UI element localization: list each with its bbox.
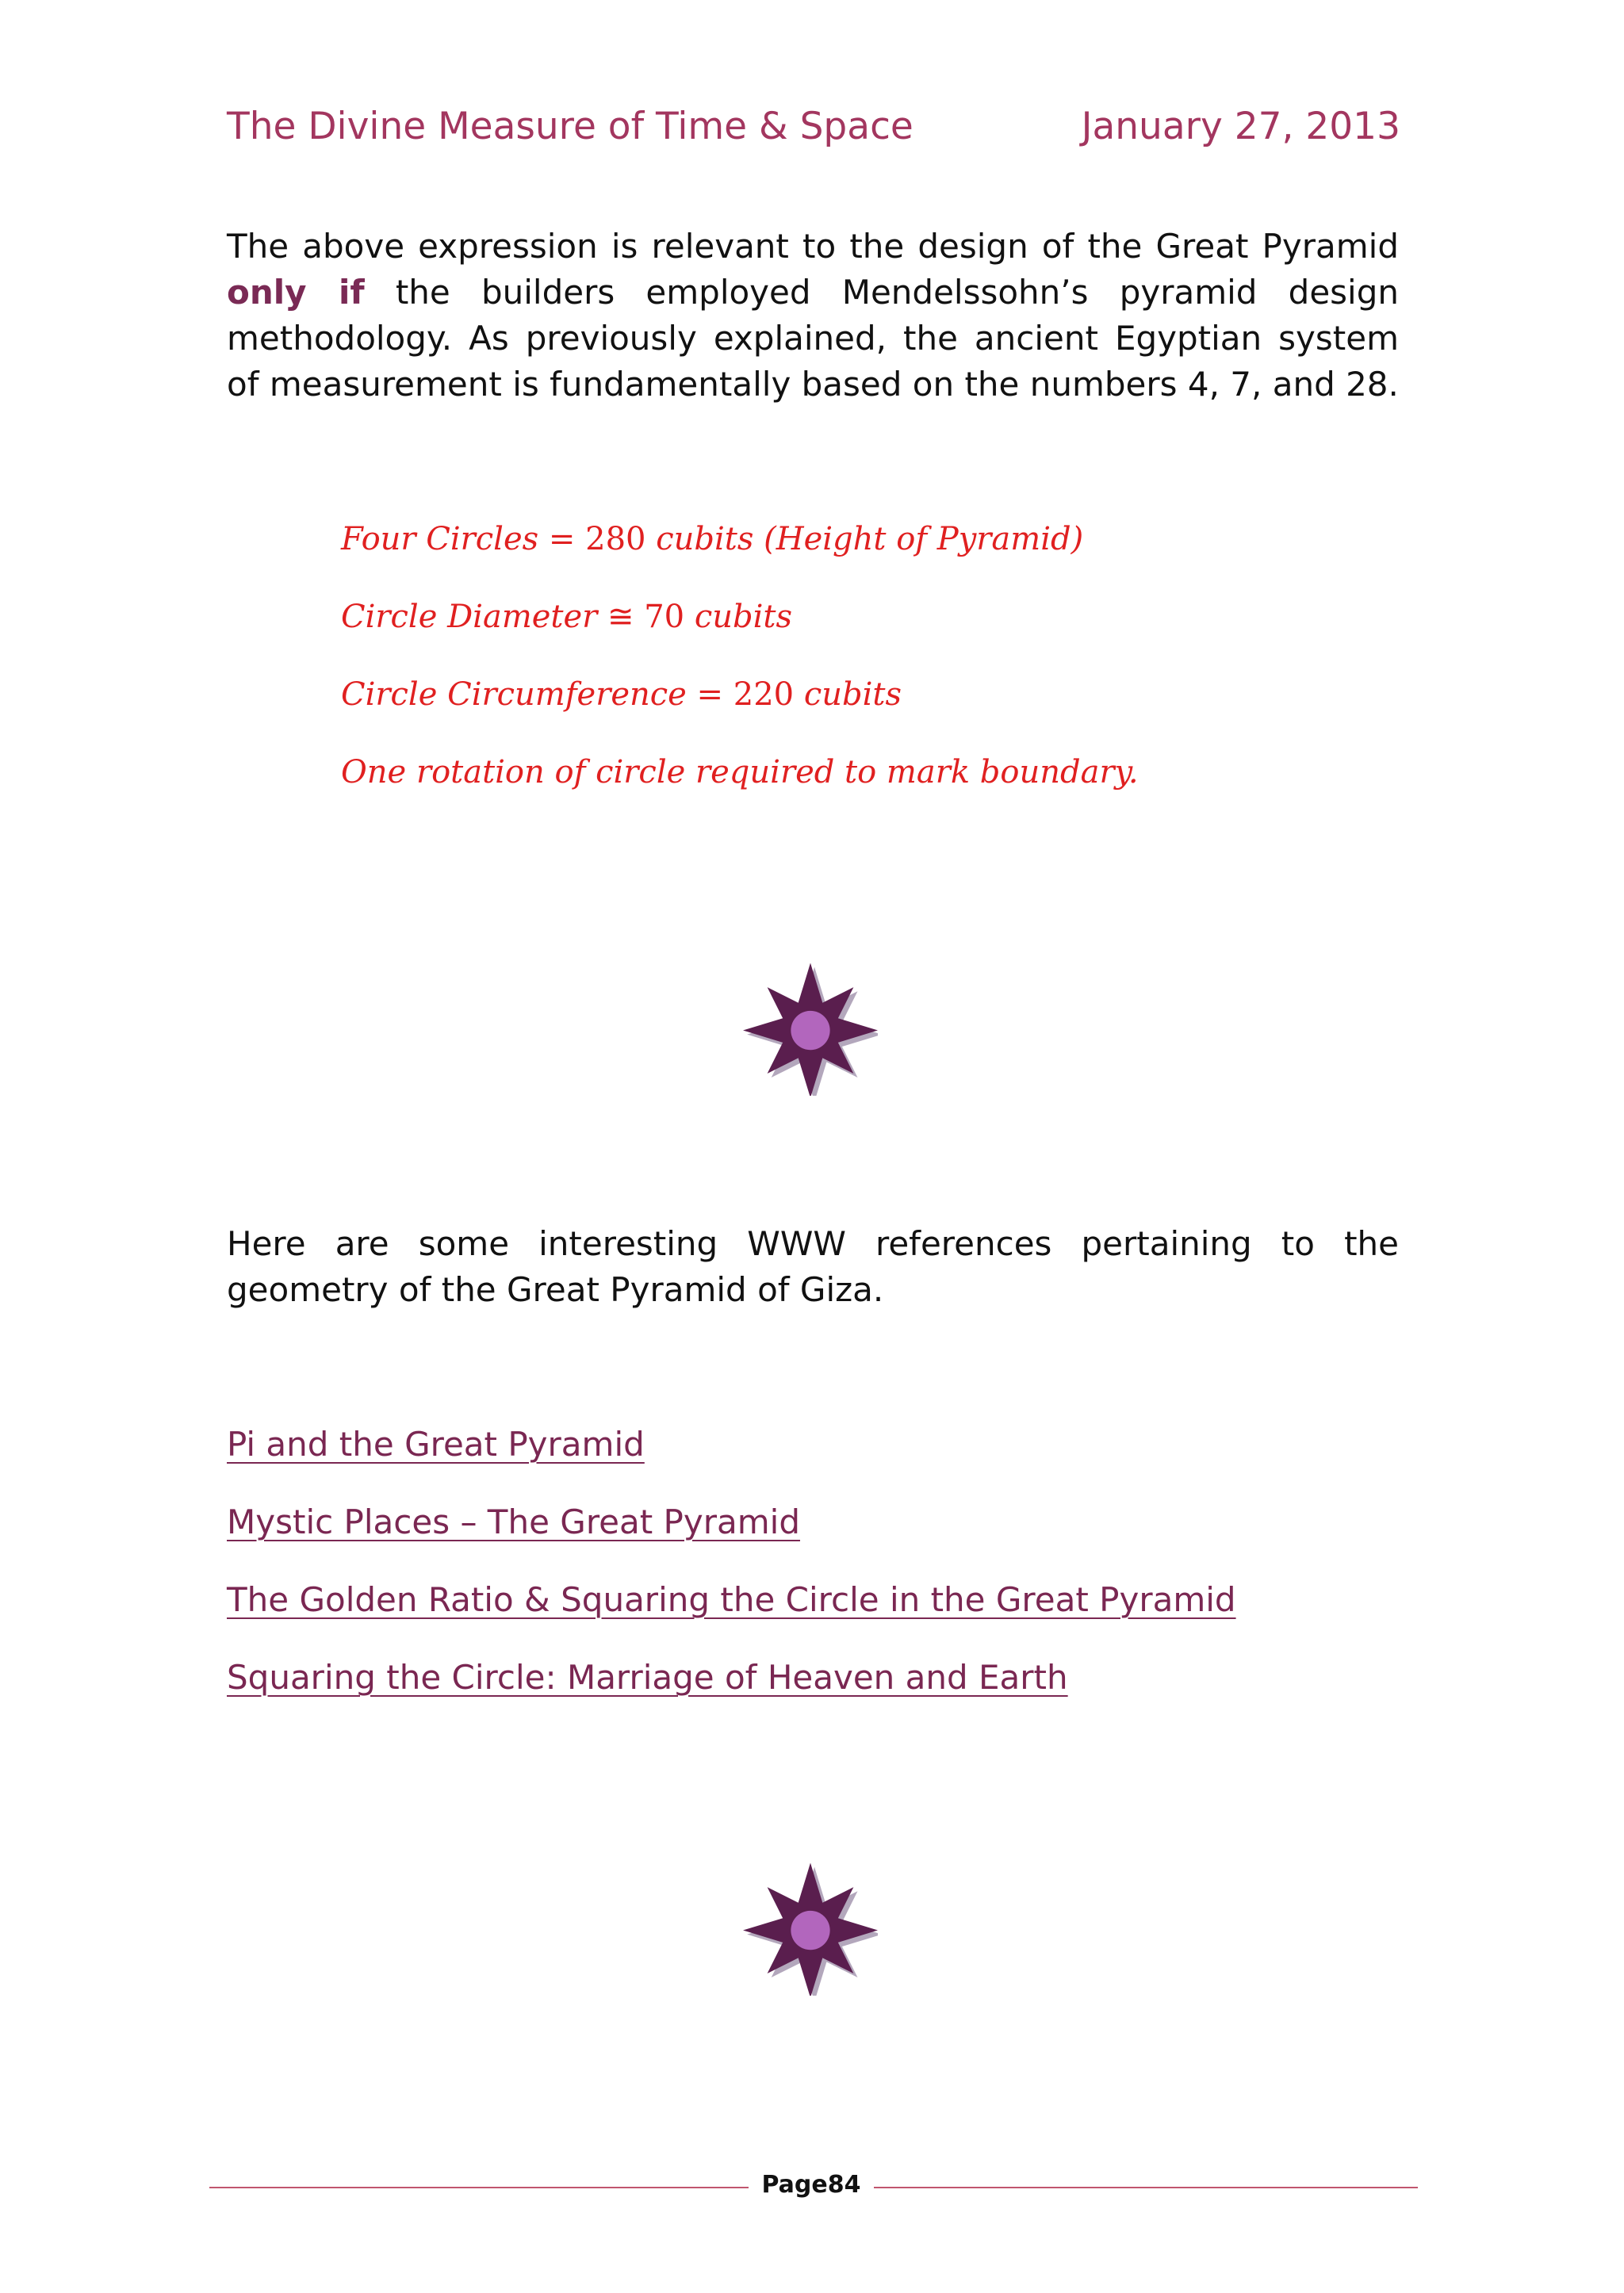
equation-four-circles bbox=[341, 514, 1139, 591]
intro-paragraph bbox=[227, 224, 1399, 408]
link-mystic-places[interactable]: Mystic Places – The Great Pyramid bbox=[227, 1503, 800, 1541]
equation-operator: = bbox=[548, 521, 576, 557]
equation-rhs: cubits bbox=[803, 676, 902, 713]
equation-number: 220 bbox=[733, 676, 795, 713]
equation-operator: = bbox=[696, 676, 724, 713]
eight-point-star-icon bbox=[743, 961, 878, 1096]
equation-rhs: cubits bbox=[694, 599, 793, 635]
equation-lhs: Circle Circumference bbox=[341, 676, 687, 713]
references-paragraph: Here are some interesting WWW references pertaining to the geometry of the Great Pyramid of Giza. bbox=[227, 1224, 1399, 1309]
header-title: The Divine Measure of Time & Space bbox=[227, 105, 914, 148]
intro-text-start: The above expression is relevant to the design of the Great Pyramid bbox=[227, 227, 1399, 266]
equation-block bbox=[341, 514, 1139, 825]
equation-circle-diameter bbox=[341, 591, 1139, 669]
emphasis-only-if: only if bbox=[227, 273, 365, 312]
equation-lhs: Circle Diameter bbox=[341, 599, 598, 635]
header-date: January 27, 2013 bbox=[1081, 105, 1400, 148]
intro-text-end: the builders employed Mendelssohn’s pyramid design methodology. As previously explained, the ancient Egyptian system of measurement is fundamentally based on the numbers 4, 7, and 28. bbox=[227, 273, 1399, 404]
equation-rhs: cubits (Height of Pyramid) bbox=[656, 521, 1084, 557]
reference-links bbox=[227, 1419, 1236, 1730]
equation-operator: ≅ bbox=[607, 599, 634, 635]
equation-lhs: Four Circles bbox=[341, 521, 539, 557]
link-squaring-the-circle[interactable]: Squaring the Circle: Marriage of Heaven and Earth bbox=[227, 1658, 1068, 1697]
footer-divider-left bbox=[209, 2187, 749, 2188]
equation-number: 70 bbox=[644, 599, 685, 635]
footer-divider-right bbox=[874, 2187, 1418, 2188]
equation-number: 280 bbox=[585, 521, 646, 557]
link-golden-ratio[interactable]: The Golden Ratio & Squaring the Circle in the Great Pyramid bbox=[227, 1580, 1236, 1619]
eight-point-star-icon bbox=[743, 1861, 878, 1996]
equation-circle-circumference bbox=[341, 669, 1139, 747]
link-pi-great-pyramid[interactable]: Pi and the Great Pyramid bbox=[227, 1425, 645, 1464]
page-number: Page84 bbox=[761, 2171, 861, 2199]
equation-note: One rotation of circle required to mark boundary. bbox=[341, 754, 1139, 790]
